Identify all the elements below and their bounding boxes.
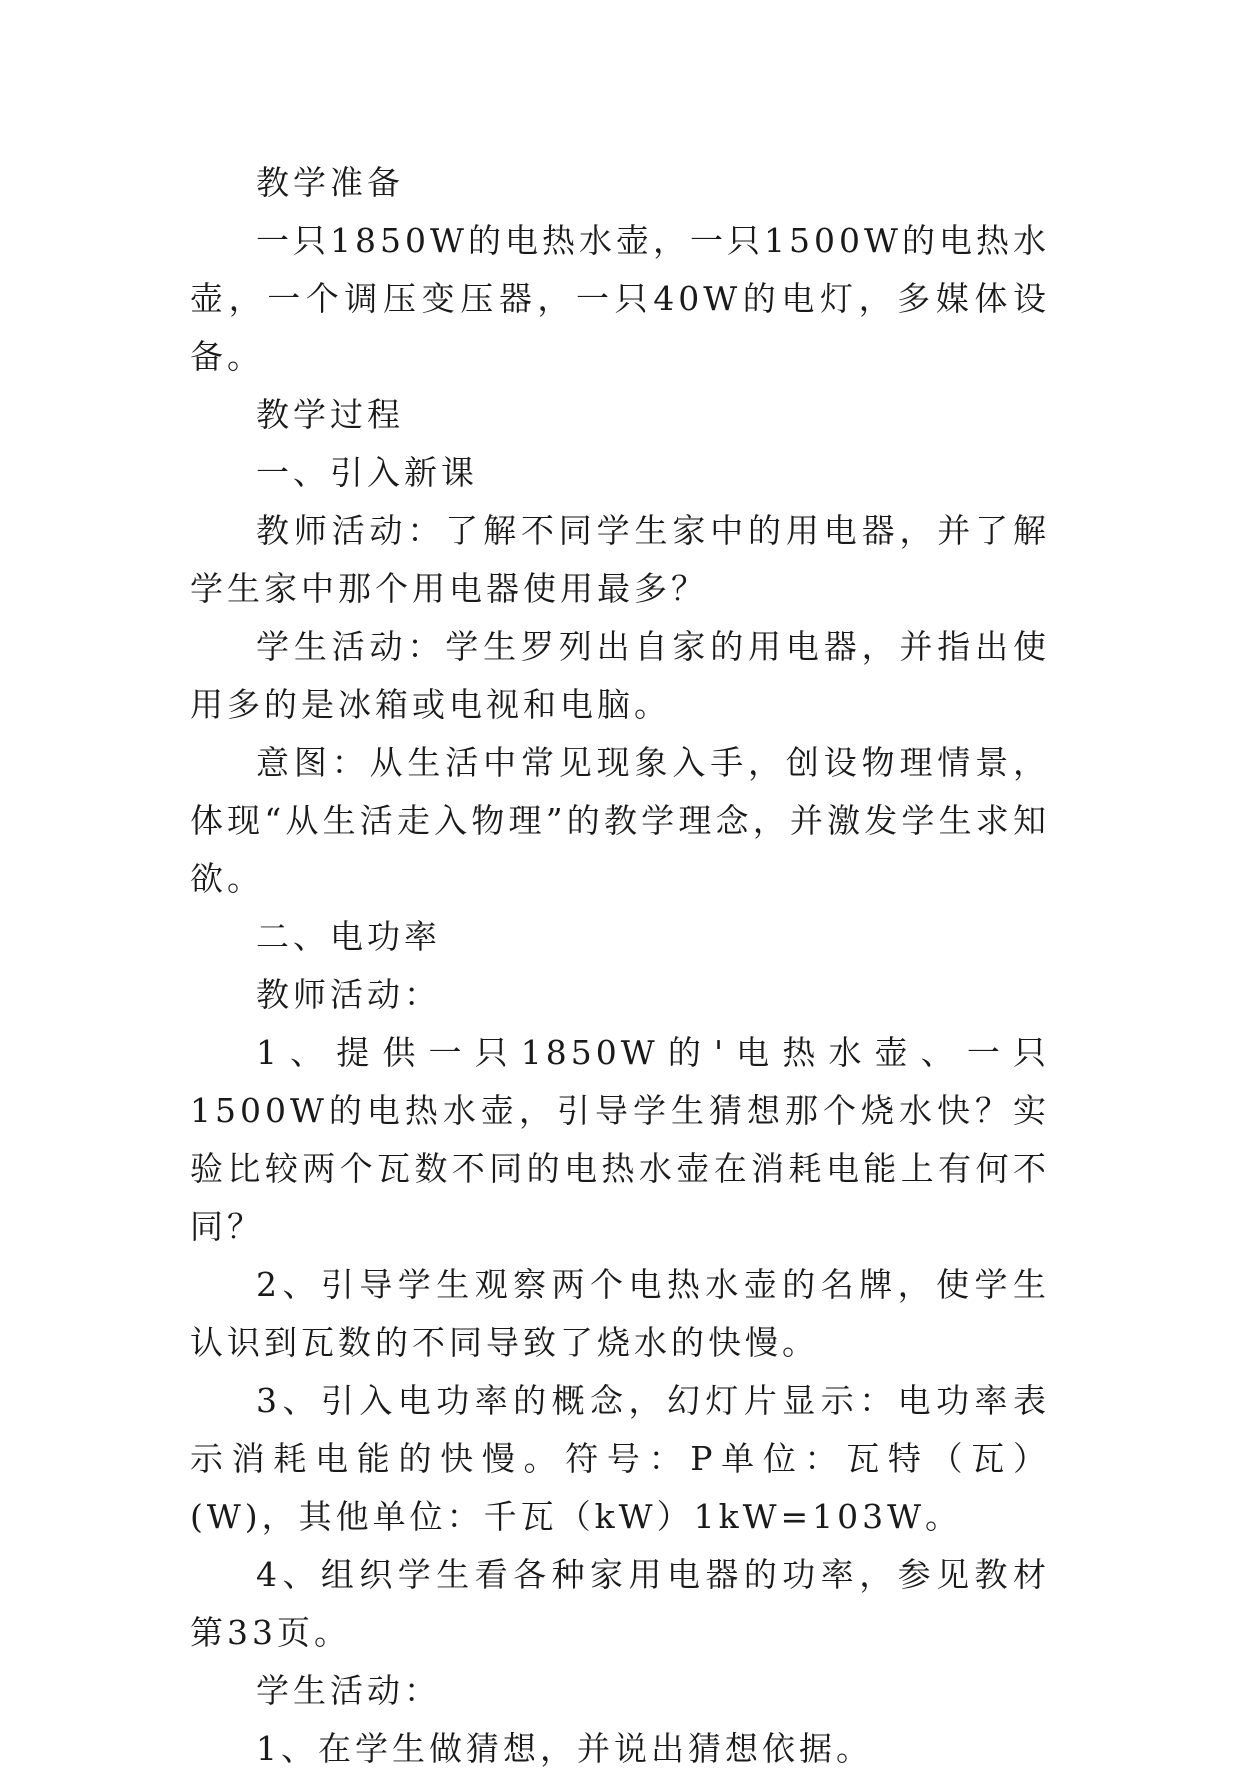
heading-teaching-process: 教学过程 — [256, 395, 404, 434]
heading-introduce-new-lesson: 一、引入新课 — [256, 453, 478, 492]
list-item-3: 3、引入电功率的概念，幻灯片显示：电功率表示消耗电能的快慢。符号：P单位：瓦特（瓦）(W)，其他单位：千瓦（kW）1kW=103W。 — [190, 1381, 1050, 1536]
paragraph-teacher-activity-1: 教师活动：了解不同学生家中的用电器，并了解学生家中那个用电器使用最多？ — [190, 511, 1050, 608]
list-item-2: 2、引导学生观察两个电热水壶的名牌，使学生认识到瓦数的不同导致了烧水的快慢。 — [190, 1265, 1050, 1362]
list-item-1: 1、提供一只1850W的'电热水壶、一只1500W的电热水壶，引导学生猜想那个烧水快？实验比较两个瓦数不同的电热水壶在消耗电能上有何不同？ — [190, 1033, 1050, 1246]
document-body — [190, 154, 1050, 1778]
paragraph-student-activity-1: 学生活动：学生罗列出自家的用电器，并指出使用多的是冰箱或电视和电脑。 — [190, 627, 1050, 724]
label-teacher-activity: 教师活动： — [256, 975, 441, 1014]
heading-electric-power: 二、电功率 — [256, 917, 441, 956]
student-list-item-1: 1、在学生做猜想，并说出猜想依据。 — [256, 1729, 873, 1768]
paragraph-intention: 意图：从生活中常见现象入手，创设物理情景，体现“从生活走入物理”的教学理念，并激发学生求知欲。 — [190, 743, 1050, 898]
heading-teaching-preparation: 教学准备 — [256, 163, 404, 202]
paragraph-materials: 一只1850W的电热水壶，一只1500W的电热水壶，一个调压变压器，一只40W的电灯，多媒体设备。 — [190, 221, 1050, 376]
list-item-4: 4、组织学生看各种家用电器的功率，参见教材第33页。 — [190, 1555, 1050, 1652]
label-student-activity: 学生活动： — [256, 1671, 441, 1710]
